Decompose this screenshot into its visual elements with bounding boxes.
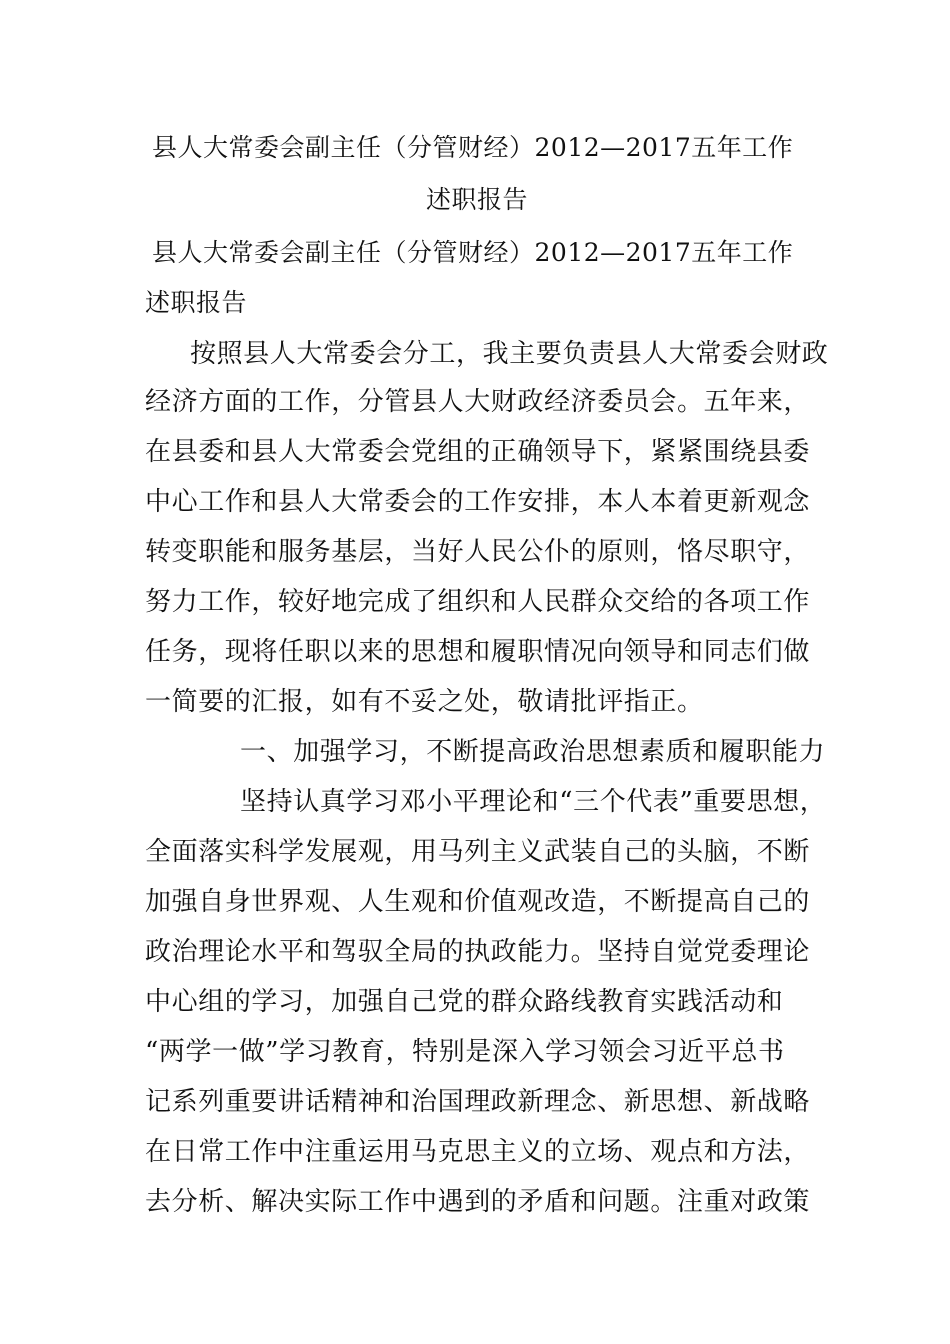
paragraph-line: 加强自身世界观、人生观和价值观改造，不断提高自己的 xyxy=(145,887,811,917)
paragraph-line: 按照县人大常委会分工，我主要负责县人大常委会财政 xyxy=(190,339,829,369)
paragraph-line: 政治理论水平和驾驭全局的执政能力。坚持自觉党委理论 xyxy=(145,937,811,967)
paragraph-line: 记系列重要讲话精神和治国理政新理念、新思想、新战略 xyxy=(145,1087,811,1117)
paragraph-line: 一简要的汇报，如有不妥之处，敬请批评指正。 xyxy=(145,687,704,717)
paragraph-line: 坚持认真学习邓小平理论和“三个代表”重要思想， xyxy=(240,787,827,817)
document-title-line-1: 县人大常委会副主任（分管财经）2012—2017五年工作 xyxy=(152,133,794,162)
document-title-line-2: 述职报告 xyxy=(426,185,529,214)
paragraph-line: 努力工作，较好地完成了组织和人民群众交给的各项工作 xyxy=(145,587,811,617)
section-heading: 一、加强学习，不断提高政治思想素质和履职能力 xyxy=(240,737,826,767)
paragraph-line: 在县委和县人大常委会党组的正确领导下，紧紧围绕县委 xyxy=(145,437,811,467)
paragraph-line: 全面落实科学发展观，用马列主义武装自己的头脑，不断 xyxy=(145,837,811,867)
paragraph-line: 任务，现将任职以来的思想和履职情况向领导和同志们做 xyxy=(145,637,811,667)
paragraph-line: 中心组的学习，加强自己党的群众路线教育实践活动和 xyxy=(145,987,784,1017)
paragraph-line: 去分析、解决实际工作中遇到的矛盾和问题。注重对政策 xyxy=(145,1187,811,1217)
paragraph-line: 中心工作和县人大常委会的工作安排，本人本着更新观念 xyxy=(145,487,811,517)
paragraph-line: 在日常工作中注重运用马克思主义的立场、观点和方法， xyxy=(145,1137,811,1167)
paragraph-line: 经济方面的工作，分管县人大财政经济委员会。五年来， xyxy=(145,387,811,417)
document-subtitle-line-2: 述职报告 xyxy=(145,288,248,317)
paragraph-line: “两学一做”学习教育，特别是深入学习领会习近平总书 xyxy=(145,1037,785,1067)
document-subtitle-line-1: 县人大常委会副主任（分管财经）2012—2017五年工作 xyxy=(152,238,794,267)
paragraph-line: 转变职能和服务基层，当好人民公仆的原则，恪尽职守， xyxy=(145,537,811,567)
